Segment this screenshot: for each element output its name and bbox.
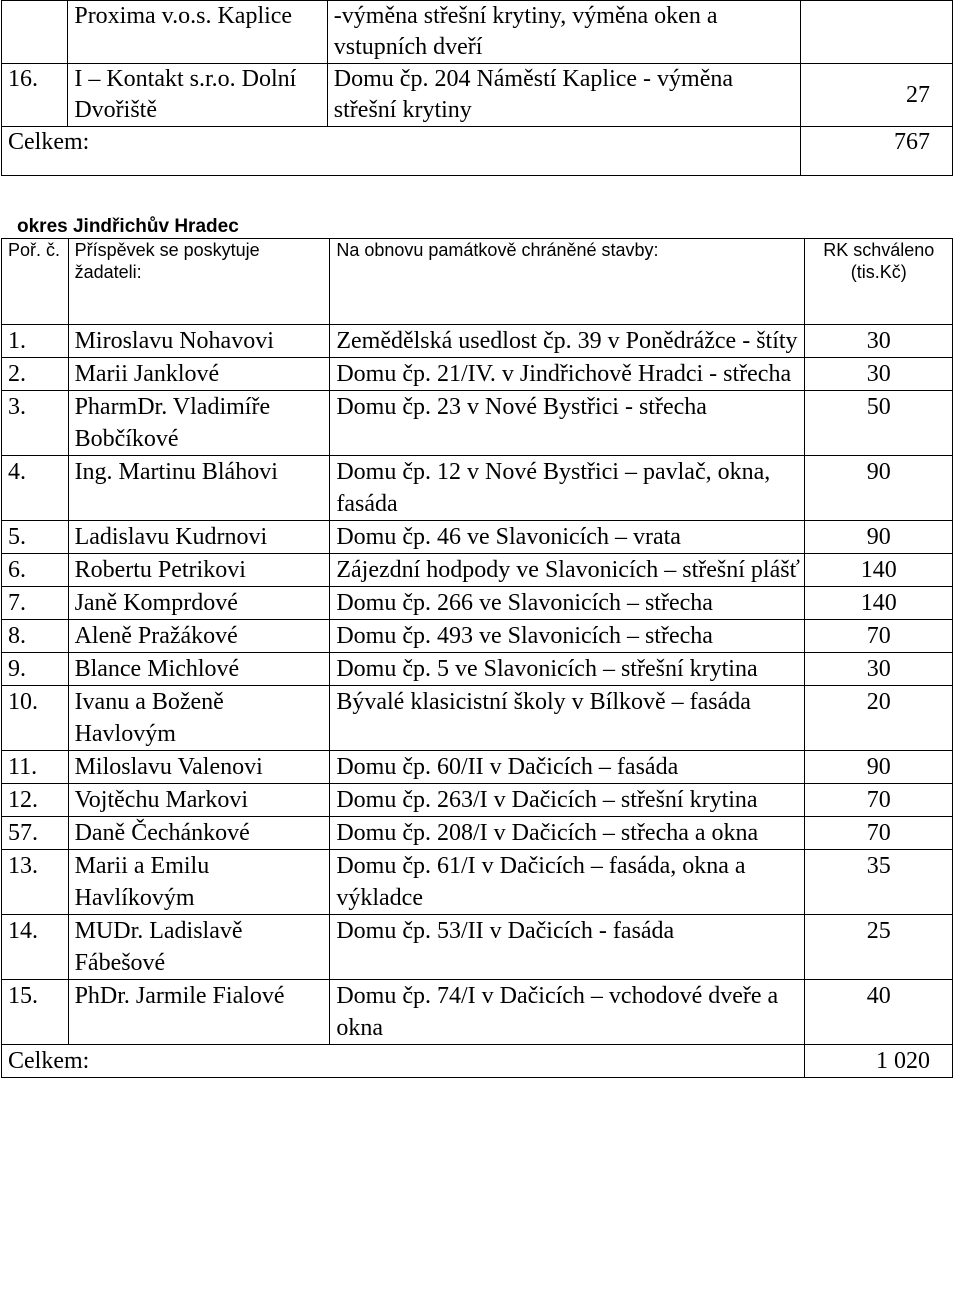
applicant-cell: Marii Janklové bbox=[68, 358, 330, 391]
table-row bbox=[2, 391, 953, 456]
applicant-cell: Ivanu a Boženě Havlovým bbox=[68, 686, 330, 751]
project-cell: Domu čp. 208/I v Dačicích – střecha a okna bbox=[330, 817, 805, 850]
amount-cell bbox=[805, 554, 953, 587]
table-row bbox=[2, 1, 953, 64]
applicant-cell: Robertu Petrikovi bbox=[68, 554, 330, 587]
row-number: 7. bbox=[2, 587, 69, 620]
total-value: 1 020 bbox=[805, 1045, 953, 1078]
total-row bbox=[2, 1045, 953, 1078]
row-number: 9. bbox=[2, 653, 69, 686]
applicant-cell: Marii a Emilu Havlíkovým bbox=[68, 850, 330, 915]
amount-cell bbox=[805, 980, 953, 1045]
project-cell: Domu čp. 5 ve Slavonicích – střešní krytina bbox=[330, 653, 805, 686]
amount-value: 50 bbox=[866, 394, 891, 420]
applicant-cell: Ing. Martinu Bláhovi bbox=[68, 456, 330, 521]
row-number: 4. bbox=[2, 456, 69, 521]
project-cell: Domu čp. 263/I v Dačicích – střešní krytina bbox=[330, 784, 805, 817]
amount-value: 40 bbox=[866, 983, 891, 1009]
total-label: Celkem: bbox=[2, 1045, 805, 1078]
row-number bbox=[2, 1, 68, 64]
project-cell: Domu čp. 74/I v Dačicích – vchodové dveře a okna bbox=[330, 980, 805, 1045]
row-number: 16. bbox=[2, 64, 68, 127]
amount-cell bbox=[805, 686, 953, 751]
project-cell: Domu čp. 493 ve Slavonicích – střecha bbox=[330, 620, 805, 653]
table-row bbox=[2, 751, 953, 784]
applicant-cell: I – Kontakt s.r.o. Dolní Dvořiště bbox=[68, 64, 327, 127]
project-cell: -výměna střešní krytiny, výměna oken a vstupních dveří bbox=[327, 1, 800, 64]
table-row bbox=[2, 620, 953, 653]
table-row bbox=[2, 653, 953, 686]
applicant-cell: Blance Michlové bbox=[68, 653, 330, 686]
row-number: 15. bbox=[2, 980, 69, 1045]
project-cell: Domu čp. 61/I v Dačicích – fasáda, okna a výkladce bbox=[330, 850, 805, 915]
applicant-cell: PharmDr. Vladimíře Bobčíkové bbox=[68, 391, 330, 456]
applicant-cell: Daně Čechánkové bbox=[68, 817, 330, 850]
amount-value: 140 bbox=[860, 557, 897, 583]
table-row bbox=[2, 64, 953, 127]
project-cell: Domu čp. 266 ve Slavonicích – střecha bbox=[330, 587, 805, 620]
amount-cell bbox=[805, 325, 953, 358]
amount-cell: 27 bbox=[800, 64, 952, 127]
applicant-cell: Ladislavu Kudrnovi bbox=[68, 521, 330, 554]
table-row bbox=[2, 817, 953, 850]
row-number: 8. bbox=[2, 620, 69, 653]
table-row bbox=[2, 980, 953, 1045]
amount-value: 35 bbox=[866, 853, 891, 879]
table-row bbox=[2, 784, 953, 817]
row-number: 12. bbox=[2, 784, 69, 817]
region-title: okres Jindřichův Hradec bbox=[17, 216, 239, 237]
project-cell: Domu čp. 21/IV. v Jindřichově Hradci - střecha bbox=[330, 358, 805, 391]
applicant-cell: Miloslavu Valenovi bbox=[68, 751, 330, 784]
amount-cell bbox=[800, 1, 952, 64]
header-project: Na obnovu památkově chráněné stavby: bbox=[330, 239, 805, 325]
amount-cell bbox=[805, 751, 953, 784]
row-number: 6. bbox=[2, 554, 69, 587]
table-row bbox=[2, 850, 953, 915]
applicant-cell: Vojtěchu Markovi bbox=[68, 784, 330, 817]
header-amount: RK schváleno (tis.Kč) bbox=[805, 239, 953, 325]
amount-value: 70 bbox=[866, 820, 891, 846]
grants-table bbox=[1, 238, 953, 1078]
amount-value: 90 bbox=[866, 524, 891, 550]
top-table bbox=[1, 0, 953, 176]
applicant-cell: Proxima v.o.s. Kaplice bbox=[68, 1, 327, 64]
applicant-cell: Aleně Pražákové bbox=[68, 620, 330, 653]
amount-cell bbox=[805, 915, 953, 980]
project-cell: Zemědělská usedlost čp. 39 v Ponědrážce - štíty bbox=[330, 325, 805, 358]
project-cell: Domu čp. 53/II v Dačicích - fasáda bbox=[330, 915, 805, 980]
amount-value: 90 bbox=[866, 754, 891, 780]
amount-value: 70 bbox=[866, 787, 891, 813]
row-number: 13. bbox=[2, 850, 69, 915]
project-cell: Domu čp. 60/II v Dačicích – fasáda bbox=[330, 751, 805, 784]
row-number: 14. bbox=[2, 915, 69, 980]
table-row bbox=[2, 521, 953, 554]
amount-cell bbox=[805, 358, 953, 391]
amount-value: 70 bbox=[866, 623, 891, 649]
amount-cell bbox=[805, 653, 953, 686]
table-row bbox=[2, 554, 953, 587]
row-number: 10. bbox=[2, 686, 69, 751]
row-number: 57. bbox=[2, 817, 69, 850]
amount-cell bbox=[805, 784, 953, 817]
amount-value: 140 bbox=[860, 590, 897, 616]
total-row bbox=[2, 127, 953, 176]
header-number: Poř. č. bbox=[2, 239, 69, 325]
amount-value: 90 bbox=[866, 459, 891, 485]
table-row bbox=[2, 325, 953, 358]
amount-value: 25 bbox=[866, 918, 891, 944]
amount-value: 30 bbox=[866, 656, 891, 682]
amount-cell bbox=[805, 587, 953, 620]
header-row bbox=[2, 239, 953, 325]
amount-value: 30 bbox=[866, 328, 891, 354]
project-cell: Domu čp. 46 ve Slavonicích – vrata bbox=[330, 521, 805, 554]
amount-value: 30 bbox=[866, 361, 891, 387]
applicant-cell: Janě Komprdové bbox=[68, 587, 330, 620]
amount-cell bbox=[805, 620, 953, 653]
table-row bbox=[2, 686, 953, 751]
row-number: 3. bbox=[2, 391, 69, 456]
amount-value: 20 bbox=[866, 689, 891, 715]
amount-cell bbox=[805, 456, 953, 521]
total-label: Celkem: bbox=[2, 127, 801, 176]
applicant-cell: PhDr. Jarmile Fialové bbox=[68, 980, 330, 1045]
row-number: 11. bbox=[2, 751, 69, 784]
project-cell: Zájezdní hodpody ve Slavonicích – střešní plášť bbox=[330, 554, 805, 587]
total-value: 767 bbox=[800, 127, 952, 176]
header-applicant: Příspěvek se poskytuje žadateli: bbox=[68, 239, 330, 325]
amount-cell bbox=[805, 521, 953, 554]
project-cell: Domu čp. 204 Náměstí Kaplice - výměna střešní krytiny bbox=[327, 64, 800, 127]
table-row bbox=[2, 915, 953, 980]
table-row bbox=[2, 358, 953, 391]
applicant-cell: Miroslavu Nohavovi bbox=[68, 325, 330, 358]
amount-cell bbox=[805, 817, 953, 850]
table-row bbox=[2, 456, 953, 521]
row-number: 1. bbox=[2, 325, 69, 358]
project-cell: Bývalé klasicistní školy v Bílkově – fasáda bbox=[330, 686, 805, 751]
row-number: 5. bbox=[2, 521, 69, 554]
amount-cell bbox=[805, 850, 953, 915]
row-number: 2. bbox=[2, 358, 69, 391]
applicant-cell: MUDr. Ladislavě Fábešové bbox=[68, 915, 330, 980]
table-row bbox=[2, 587, 953, 620]
project-cell: Domu čp. 23 v Nové Bystřici - střecha bbox=[330, 391, 805, 456]
amount-cell bbox=[805, 391, 953, 456]
project-cell: Domu čp. 12 v Nové Bystřici – pavlač, okna, fasáda bbox=[330, 456, 805, 521]
